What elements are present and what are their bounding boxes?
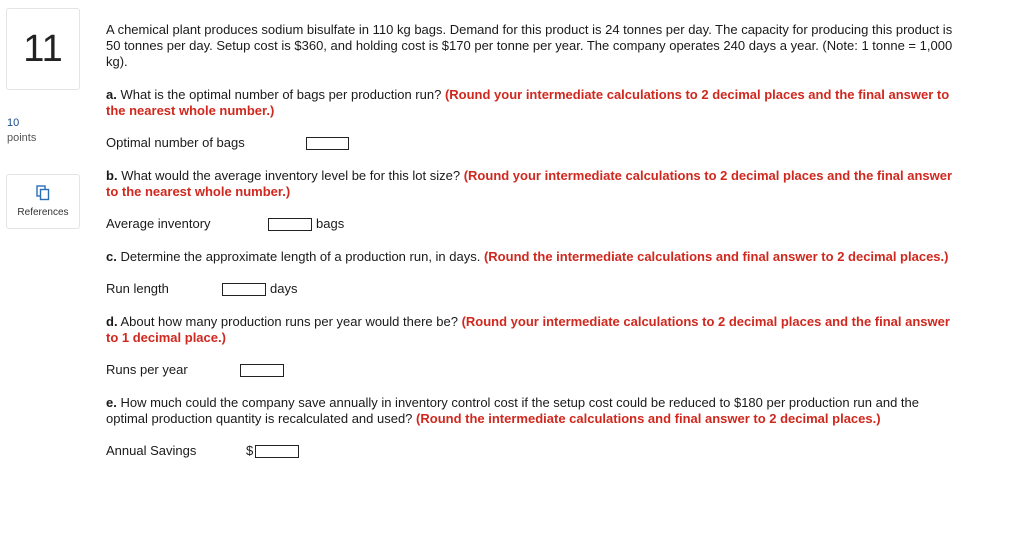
question-body (106, 22, 956, 459)
part-instruction: (Round the intermediate calculations and final answer to 2 decimal places.) (483, 249, 949, 264)
part-b-answer-row (106, 216, 956, 232)
part-text: About how many production runs per year would there be? (120, 314, 458, 329)
part-instruction: (Round your intermediate calculations to 2 decimal places and the final answer to the nearest whole number.) (106, 168, 953, 199)
average-inventory-input[interactable] (268, 218, 312, 231)
part-letter: b. (106, 168, 118, 183)
answer-label: Annual Savings (106, 443, 197, 458)
part-e-answer-row (106, 443, 956, 459)
references-label: References (17, 207, 69, 218)
part-c-answer-row (106, 281, 956, 297)
points-label: points (7, 132, 37, 144)
optimal-bags-input[interactable] (306, 137, 349, 150)
part-text: What would the average inventory level be for this lot size? (121, 168, 461, 183)
part-instruction: (Round your intermediate calculations to 2 decimal places and the final answer to 1 decimal place.) (106, 314, 950, 345)
points-value: 10 (7, 117, 20, 129)
problem-statement: A chemical plant produces sodium bisulfate in 110 kg bags. Demand for this product is 24 tonnes per day. The capacity for producing this product is 50 tonnes per day. Setup cost is $360, and holding cost is $170 per tonne per year. The company operates 240 days a year. (Note: 1 tonne = 1,000 kg). (106, 22, 953, 69)
points-info (7, 116, 36, 146)
runs-per-year-input[interactable] (240, 364, 284, 377)
unit-label: bags (316, 216, 345, 231)
references-button[interactable] (6, 174, 80, 229)
part-d-question (106, 314, 956, 346)
part-letter: c. (106, 249, 117, 264)
part-d-answer-row (106, 362, 956, 378)
question-number: 11 (6, 8, 80, 90)
part-letter: e. (106, 395, 117, 410)
run-length-input[interactable] (222, 283, 266, 296)
part-e-question (106, 395, 956, 427)
part-a-question (106, 87, 956, 119)
part-instruction: (Round the intermediate calculations and final answer to 2 decimal places.) (416, 411, 881, 426)
part-text: Determine the approximate length of a production run, in days. (120, 249, 481, 264)
answer-label: Runs per year (106, 362, 188, 377)
unit-label: days (270, 281, 298, 296)
answer-label: Optimal number of bags (106, 135, 245, 150)
documents-icon (36, 185, 50, 201)
part-letter: a. (106, 87, 117, 102)
annual-savings-input[interactable] (255, 445, 299, 458)
part-instruction: (Round your intermediate calculations to 2 decimal places and the final answer to the nearest whole number.) (106, 87, 950, 118)
part-text: What is the optimal number of bags per production run? (120, 87, 442, 102)
answer-label: Run length (106, 281, 169, 296)
currency-symbol: $ (246, 443, 254, 458)
part-c-question (106, 249, 956, 265)
part-b-question (106, 168, 956, 200)
answer-label: Average inventory (106, 216, 211, 231)
part-letter: d. (106, 314, 118, 329)
part-a-answer-row (106, 135, 956, 151)
part-text: How much could the company save annually in inventory control cost if the setup cost could be reduced to $180 per production run and the optimal production quantity is recalculated and used? (106, 395, 920, 426)
